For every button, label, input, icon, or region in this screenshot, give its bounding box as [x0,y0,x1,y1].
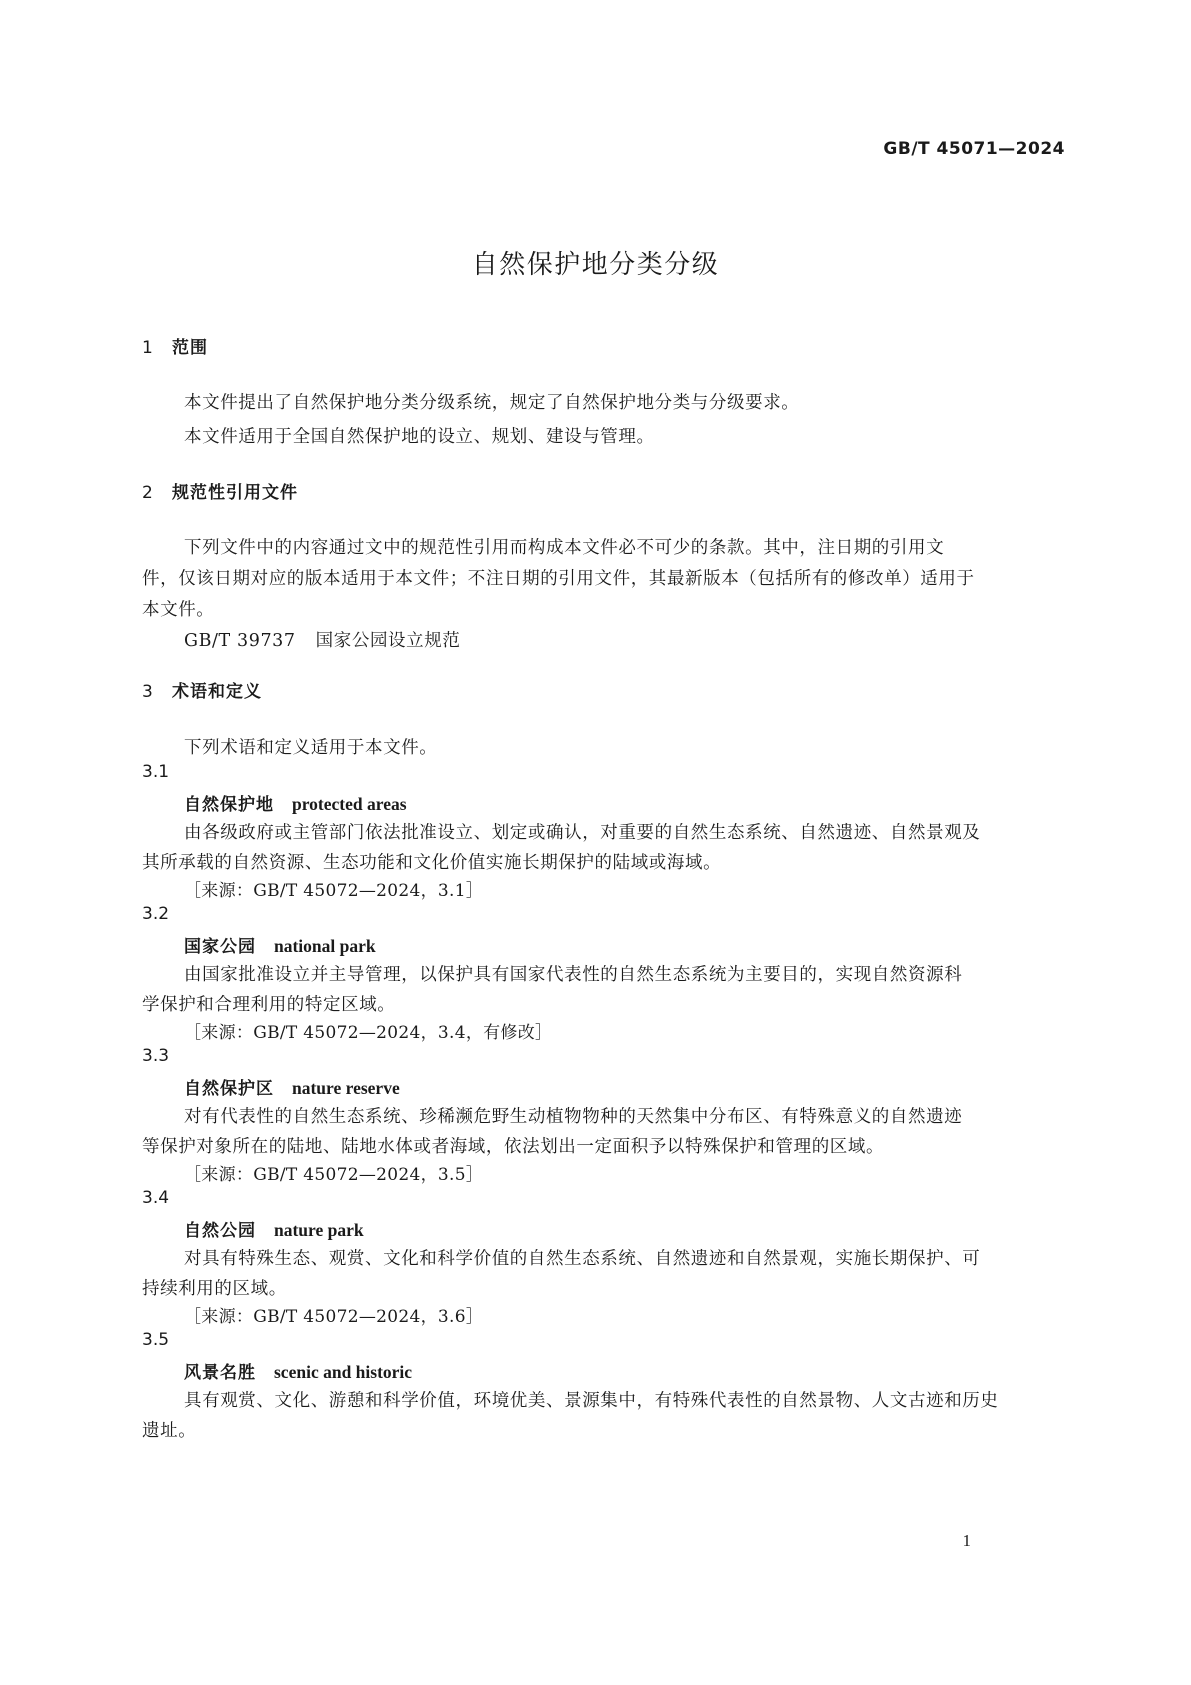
term-source: ［来源：GB/T 45072—2024，3.4，有修改］ [184,1023,553,1043]
paragraph-line: 下列文件中的内容通过文中的规范性引用而构成本文件必不可少的条款。其中，注日期的引用文 [184,538,945,558]
definition-line: 学保护和合理利用的特定区域。 [142,995,396,1015]
term-number: 3.2 [142,904,170,924]
standard-number: GB/T 45071—2024 [883,139,1065,159]
term-heading [184,790,407,815]
definition-line: 等保护对象所在的陆地、陆地水体或者海域，依法划出一定面积予以特殊保护和管理的区域。 [142,1137,885,1157]
reference-entry [184,627,460,652]
definition-line: 具有观赏、文化、游憩和科学价值，环境优美、景源集中，有特殊代表性的自然景物、人文古迹和历史 [184,1391,999,1411]
page-number: 1 [962,1531,971,1550]
term-en: protected areas [292,794,407,814]
term-number: 3.1 [142,762,170,782]
section-heading-normative-references [142,478,298,503]
section-title: 规范性引用文件 [172,483,298,503]
term-heading [184,1358,412,1383]
definition-line: 对具有特殊生态、观赏、文化和科学价值的自然生态系统、自然遗迹和自然景观，实施长期保护、可 [184,1249,981,1269]
definition-line: 持续利用的区域。 [142,1279,287,1299]
paragraph-line: 件，仅该日期对应的版本适用于本文件；不注日期的引用文件，其最新版本（包括所有的修改单）适用于 [142,569,975,589]
section-heading-terms [142,677,262,702]
term-number: 3.3 [142,1046,170,1066]
section-number: 3 [142,682,154,702]
section-title: 范围 [172,338,208,358]
term-heading [184,932,376,957]
term-number: 3.4 [142,1188,170,1208]
term-en: nature park [274,1220,364,1240]
paragraph-line: 本文件。 [142,600,215,620]
term-en: scenic and historic [274,1362,413,1382]
term-source: ［来源：GB/T 45072—2024，3.1］ [184,881,484,901]
section-heading-scope [142,333,208,358]
term-en: national park [274,936,376,956]
definition-line: 由国家批准设立并主导管理，以保护具有国家代表性的自然生态系统为主要目的，实现自然资源科 [184,965,963,985]
definition-line: 由各级政府或主管部门依法批准设立、划定或确认，对重要的自然生态系统、自然遗迹、自然景观及 [184,823,981,843]
section-number: 2 [142,483,154,503]
definition-line: 遗址。 [142,1421,197,1441]
reference-code: GB/T 39737 [184,631,296,651]
term-zh: 自然保护区 [184,1079,274,1099]
term-heading [184,1074,400,1099]
document-title: 自然保护地分类分级 [471,250,720,280]
term-number: 3.5 [142,1330,170,1350]
term-zh: 自然公园 [184,1221,256,1241]
term-zh: 国家公园 [184,937,256,957]
definition-line: 对有代表性的自然生态系统、珍稀濒危野生动植物物种的天然集中分布区、有特殊意义的自然遗迹 [184,1107,963,1127]
term-en: nature reserve [292,1078,400,1098]
section-title: 术语和定义 [172,682,262,702]
section-number: 1 [142,338,154,358]
paragraph: 本文件提出了自然保护地分类分级系统，规定了自然保护地分类与分级要求。 [184,393,800,413]
paragraph: 下列术语和定义适用于本文件。 [184,738,438,758]
reference-title: 国家公园设立规范 [315,631,461,651]
paragraph: 本文件适用于全国自然保护地的设立、规划、建设与管理。 [184,427,655,447]
term-zh: 自然保护地 [184,795,274,815]
term-heading [184,1216,364,1241]
definition-line: 其所承载的自然资源、生态功能和文化价值实施长期保护的陆域或海域。 [142,853,722,873]
term-zh: 风景名胜 [184,1363,256,1383]
term-source: ［来源：GB/T 45072—2024，3.5］ [184,1165,484,1185]
term-source: ［来源：GB/T 45072—2024，3.6］ [184,1307,484,1327]
